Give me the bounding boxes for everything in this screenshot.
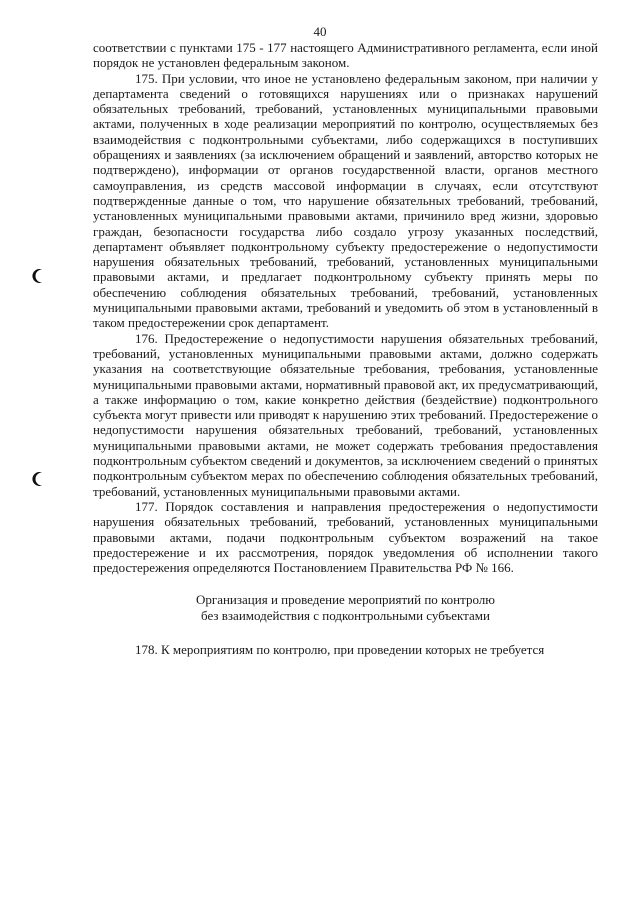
binder-hole-mark-icon xyxy=(30,267,48,285)
paragraph-176: 176. Предостережение о недопустимости нарушения обязательных требований, требований, установленных муниципальными правовыми актами, должно содержать указания на соответствующие обязательные требования, требования, установленные муниципальными правовыми актами, нормативный правовой акт, их предусматривающий, а также информацию о том, какие конкретно действия (бездействие) подконтрольного субъекта могут привести или приводят к нарушению этих требований. Предостережение о недопустимости нарушения обязательных требований, требований, установленных муниципальными правовыми актами, не может содержать требования предоставления подконтрольным субъектом сведений и документов, за исключением сведений о принятых подконтрольным субъектом мерах по обеспечению соблюдения обязательных требований, требований, установленных муниципальными правовыми актами. xyxy=(93,330,598,499)
section-heading xyxy=(93,592,598,624)
section-heading-line-2: без взаимодействия с подконтрольными субъектами xyxy=(201,608,490,624)
paragraph-178: 178. К мероприятиям по контролю, при проведении которых не требуется xyxy=(135,642,545,658)
document-body xyxy=(93,40,598,658)
section-heading-line-1: Организация и проведение мероприятий по контролю xyxy=(195,592,496,608)
page-number: 40 xyxy=(313,24,327,39)
paragraph-175: 175. При условии, что иное не установлено федеральным законом, при наличии у департамента сведений о готовящихся нарушениях или о признаках нарушений обязательных требований, требований, установленных муниципальными правовыми актами, полученных в ходе реализации мероприятий по контролю, осуществляемых без взаимодействия с подконтрольными субъектами, либо содержащихся в поступивших обращениях и заявлениях (за исключением обращений и заявлений, авторство которых не подтверждено), информации от органов государственной власти, органов местного самоуправления, из средств массовой информации в случаях, если отсутствуют подтвержденные данные о том, что нарушение обязательных требований, требований, установленных муниципальными правовыми актами, причинило вред жизни, здоровью граждан, безопасности государства либо создало угрозу указанных последствий, департамент объявляет подконтрольному субъекту предостережение о недопустимости нарушения обязательных требований, требований, установленных муниципальными правовыми актами, и предлагает подконтрольному субъекту принять меры по обеспечению соблюдения обязательных требований, требований, установленных муниципальными правовыми актами, требований и уведомить об этом в установленный в таком предостережении срок департамент. xyxy=(93,70,598,331)
binder-hole-mark-icon xyxy=(30,470,48,488)
paragraph-177: 177. Порядок составления и направления предостережения о недопустимости нарушения обязательных требований, требований, установленных муниципальными правовыми актами, подачи подконтрольным субъектом возражений на такое предостережение и их рассмотрения, порядок уведомления об исполнении такого предостережения определяются Постановлением Правительства РФ № 166. xyxy=(93,498,598,576)
paragraph-continuation: соответствии с пунктами 175 - 177 настоящего Административного регламента, если иной порядок не установлен федеральным законом. xyxy=(93,40,598,71)
